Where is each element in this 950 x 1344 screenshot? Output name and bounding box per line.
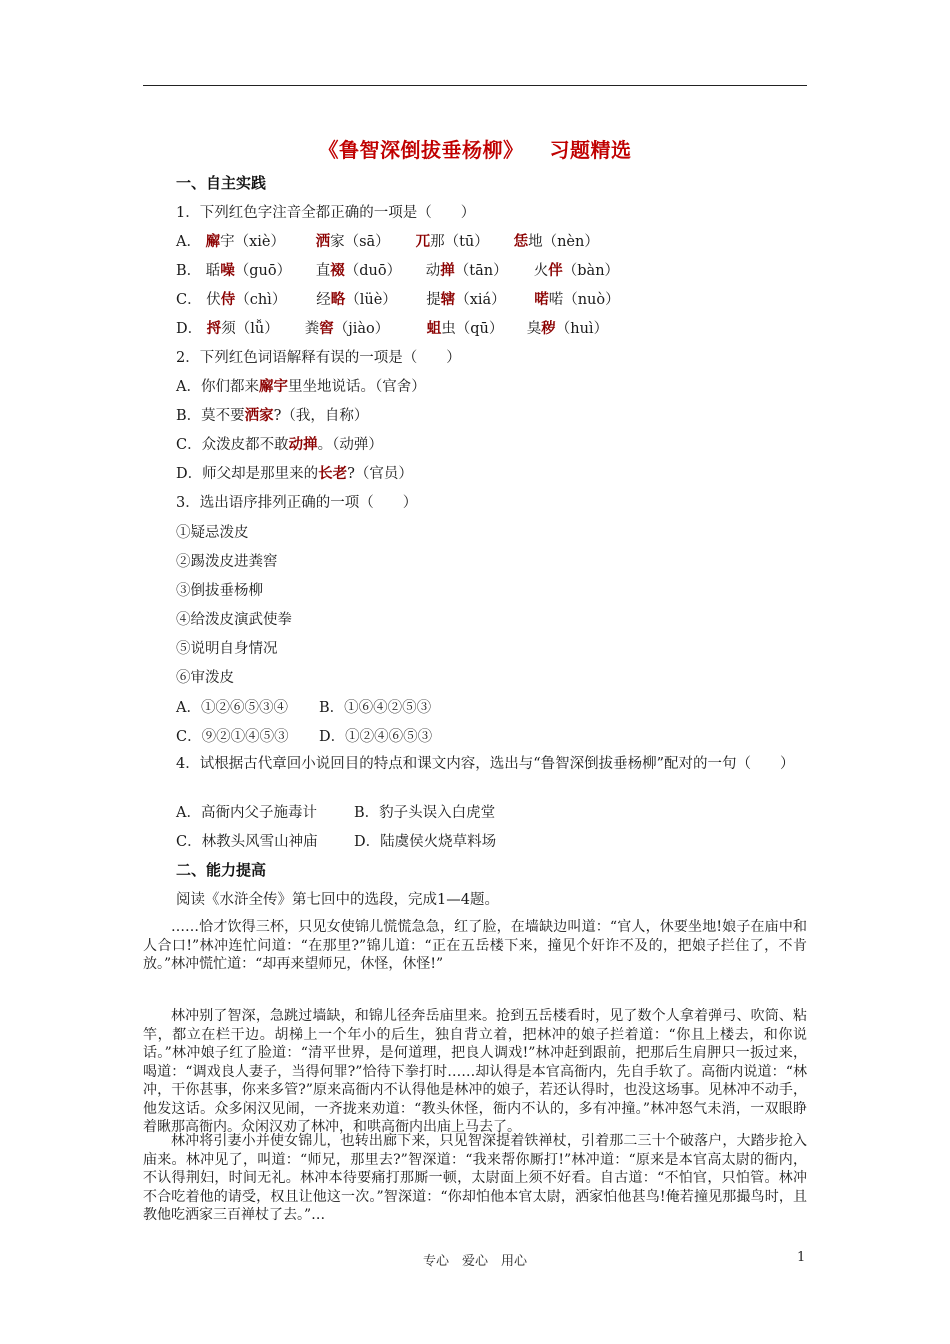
page-number: 1 xyxy=(797,1250,806,1265)
question-1-option-c: C． 伏侍（chì） 经略（lüè） 提辖（xiá） 喏喏（nuò） xyxy=(176,291,620,308)
question-2-option-b: B．莫不要洒家?（我，自称） xyxy=(176,407,369,424)
passage-paragraph-3: 林冲将引妻小并使女锦儿，也转出廊下来，只见智深提着铁禅杖，引着那二三十个破落户，大踏步抢入庙来。林冲见了，叫道：“师兄，那里去?”智深道：“我来帮你厮打!”林冲道：“原来是本官高太尉的衙内，不认得荆妇，时间无礼。林冲本待要痛打那厮一顿，太尉面上须不好看。自古道：“不怕官，只怕管。林冲不合吃着他的请受，权且让他这一次。”智深道：“你却怕他本官太尉，洒家怕他甚鸟!俺若撞见那撮鸟时，且教他吃洒家三百禅杖了去。”… xyxy=(143,1133,807,1223)
question-1-option-a: A． 廨宇（xiè） 洒家（sā） 兀那（tū） 恁地（nèn） xyxy=(176,233,599,250)
question-3-item: ⑥审泼皮 xyxy=(176,670,234,686)
footer-motto: 专心 爱心 用心 xyxy=(422,1254,527,1269)
question-3-stem: 3．选出语序排列正确的一项（ ） xyxy=(176,495,418,511)
question-2-option-c: C．众泼皮都不敢动掸。（动弹） xyxy=(176,436,383,453)
question-3-item: ④给泼皮演武使拳 xyxy=(176,612,292,628)
question-3-options-cd: C．⑨②①④⑤③ D．①②④⑥⑤③ xyxy=(176,729,433,745)
question-3-item: ①疑忌泼皮 xyxy=(176,525,249,541)
question-3-item: ②踢泼皮进粪窖 xyxy=(176,554,278,570)
question-3-item: ③倒拔垂杨柳 xyxy=(176,583,263,599)
question-4-stem: 4．试根据古代章回小说回目的特点和课文内容，选出与“鲁智深倒拔垂杨柳”配对的一句（ ） xyxy=(176,756,795,772)
question-3-options-ab: A．①②⑥⑤③④ B．①⑥④②⑤③ xyxy=(176,700,432,716)
question-4-options-ab: A．高衙内父子施毒计 B．豹子头误入白虎堂 xyxy=(176,805,496,821)
reading-intro: 阅读《水浒全传》第七回中的选段，完成1—4题。 xyxy=(176,892,499,908)
question-3-item: ⑤说明自身情况 xyxy=(176,641,278,657)
question-2-option-a: A．你们都来廨宇里坐地说话。（官舍） xyxy=(176,378,426,395)
header-rule xyxy=(143,85,807,86)
section-heading-ability: 二、能力提高 xyxy=(176,861,267,879)
question-4-options-cd: C．林教头风雪山神庙 D．陆虞侯火烧草料场 xyxy=(176,834,497,850)
question-2-stem: 2．下列红色词语解释有误的一项是（ ） xyxy=(176,350,461,366)
section-heading-practice: 一、自主实践 xyxy=(176,174,267,192)
passage-paragraph-2: 林冲别了智深，急跳过墙缺，和锦儿径奔岳庙里来。抢到五岳楼看时，见了数个人拿着弹弓、吹筒、粘竿，都立在栏干边。胡梯上一个年小的后生，独自背立着，把林冲的娘子拦着道：“你且上楼去，和你说话。”林冲娘子红了脸道：“清平世界，是何道理，把良人调戏!”林冲赶到跟前，把那后生肩胛只一扳过来，喝道：“调戏良人妻子，当得何罪?”恰待下拳打时……却认得是本官高衙内，先自手软了。高衙内说道：“林冲，干你甚事，你来多管?”原来高衙内不认得他是林冲的娘子，若还认得时，也没这场事。见林冲不动手，他发这话。众多闲汉见闹，一齐拢来劝道：“教头休怪，衙内不认的，多有冲撞。”林冲怒气未消，一双眼睁着瞅那高衙内。众闲汉劝了林冲，和哄高衙内出庙上马去了。 xyxy=(143,1008,807,1135)
question-1-option-b: B． 聒噪（guō） 直裰（duō） 动掸（tān） 火伴（bàn） xyxy=(176,262,620,279)
question-1-stem: 1．下列红色字注音全都正确的一项是（ ） xyxy=(176,205,476,221)
page-title: 《鲁智深倒拔垂杨柳》 习题精选 xyxy=(318,138,632,162)
passage-paragraph-1: ……恰才饮得三杯，只见女使锦儿慌慌急急，红了脸，在墙缺边叫道：“官人，休要坐地!娘子在庙中和人合口!”林冲连忙问道：“在那里?”锦儿道：“正在五岳楼下来，撞见个奸诈不及的，把娘子拦住了，不肯放。”林冲慌忙道：“却再来望师兄，休怪，休怪!” xyxy=(143,919,807,972)
question-1-option-d: D． 捋须（lǚ） 粪窖（jiào） 蛆虫（qū） 臭秽（huì） xyxy=(176,320,609,337)
question-2-option-d: D．师父却是那里来的长老?（官员） xyxy=(176,465,413,482)
